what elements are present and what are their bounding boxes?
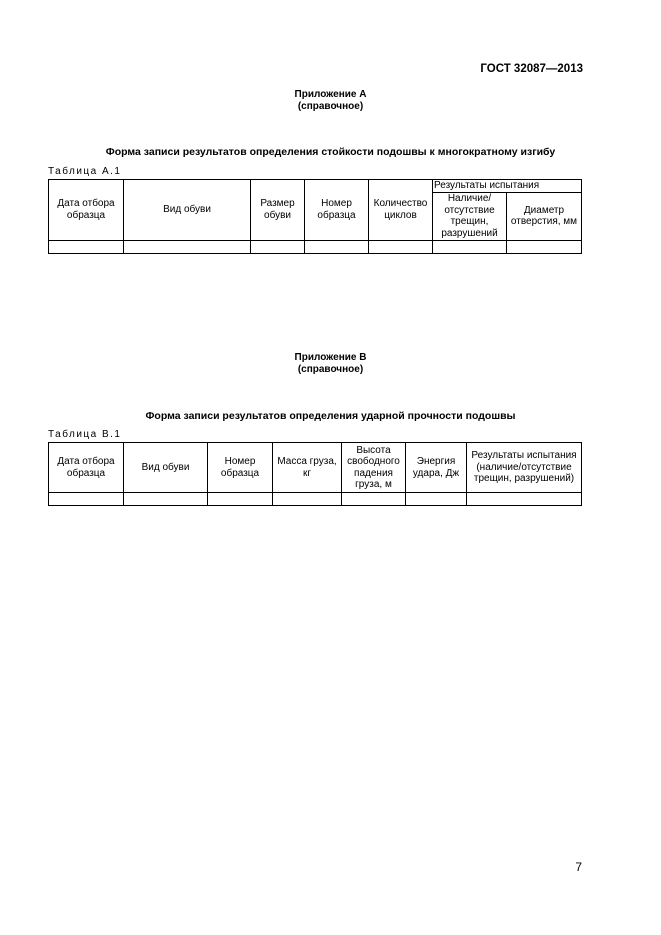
appendix-a-heading xyxy=(0,89,661,113)
table-b1-header-impact-energy: Энергия удара, Дж xyxy=(406,443,467,493)
table-cell xyxy=(273,493,342,506)
table-cell xyxy=(406,493,467,506)
table-row xyxy=(49,240,582,253)
table-a1-header-shoe-type: Вид обуви xyxy=(124,180,251,241)
table-b1-header-sample-number: Номер образца xyxy=(208,443,273,493)
table-a1 xyxy=(48,179,582,254)
table-cell xyxy=(342,493,406,506)
appendix-b-subtitle: (справочное) xyxy=(297,364,364,375)
appendix-a-form-title: Форма записи результатов определения стойкости подошвы к многократному изгибу xyxy=(105,146,556,158)
table-a1-caption: Таблица А.1 xyxy=(48,166,122,177)
appendix-b-title: Приложение В xyxy=(294,352,367,363)
appendix-b-heading xyxy=(0,352,661,376)
table-cell xyxy=(507,240,582,253)
table-cell xyxy=(124,493,208,506)
table-b1-header-load-mass: Масса груза, кг xyxy=(273,443,342,493)
table-cell xyxy=(433,240,507,253)
appendix-a-subtitle: (справочное) xyxy=(297,101,364,112)
table-a1-header-sample-number: Номер образца xyxy=(305,180,369,241)
table-b1 xyxy=(48,442,582,506)
table-cell xyxy=(305,240,369,253)
table-b1-caption: Таблица В.1 xyxy=(48,429,122,440)
table-cell xyxy=(251,240,305,253)
table-row xyxy=(49,493,582,506)
document-standard-header: ГОСТ 32087—2013 xyxy=(480,63,583,75)
table-cell xyxy=(208,493,273,506)
table-a1-header-cracks: Наличие/ отсутствие трещин, разрушений xyxy=(433,192,507,240)
table-cell xyxy=(369,240,433,253)
table-b1-header-shoe-type: Вид обуви xyxy=(124,443,208,493)
page-number: 7 xyxy=(575,860,582,874)
table-b1-header-fall-height: Высота свободного падения груза, м xyxy=(342,443,406,493)
table-cell xyxy=(49,493,124,506)
table-a1-header-hole-diameter: Диаметр отверстия, мм xyxy=(507,192,582,240)
table-a1-header-results-group: Результаты испытания xyxy=(433,180,582,193)
table-b1-header-results: Результаты испытания (наличие/отсутствие трещин, разрушений) xyxy=(467,443,582,493)
table-cell xyxy=(124,240,251,253)
appendix-a-title: Приложение А xyxy=(294,89,367,100)
table-cell xyxy=(467,493,582,506)
table-a1-header-cycles: Количество циклов xyxy=(369,180,433,241)
table-cell xyxy=(49,240,124,253)
table-a1-header-shoe-size: Размер обуви xyxy=(251,180,305,241)
table-b1-header-date: Дата отбора образца xyxy=(49,443,124,493)
table-a1-header-date: Дата отбора образца xyxy=(49,180,124,241)
appendix-b-form-title: Форма записи результатов определения ударной прочности подошвы xyxy=(145,410,516,422)
